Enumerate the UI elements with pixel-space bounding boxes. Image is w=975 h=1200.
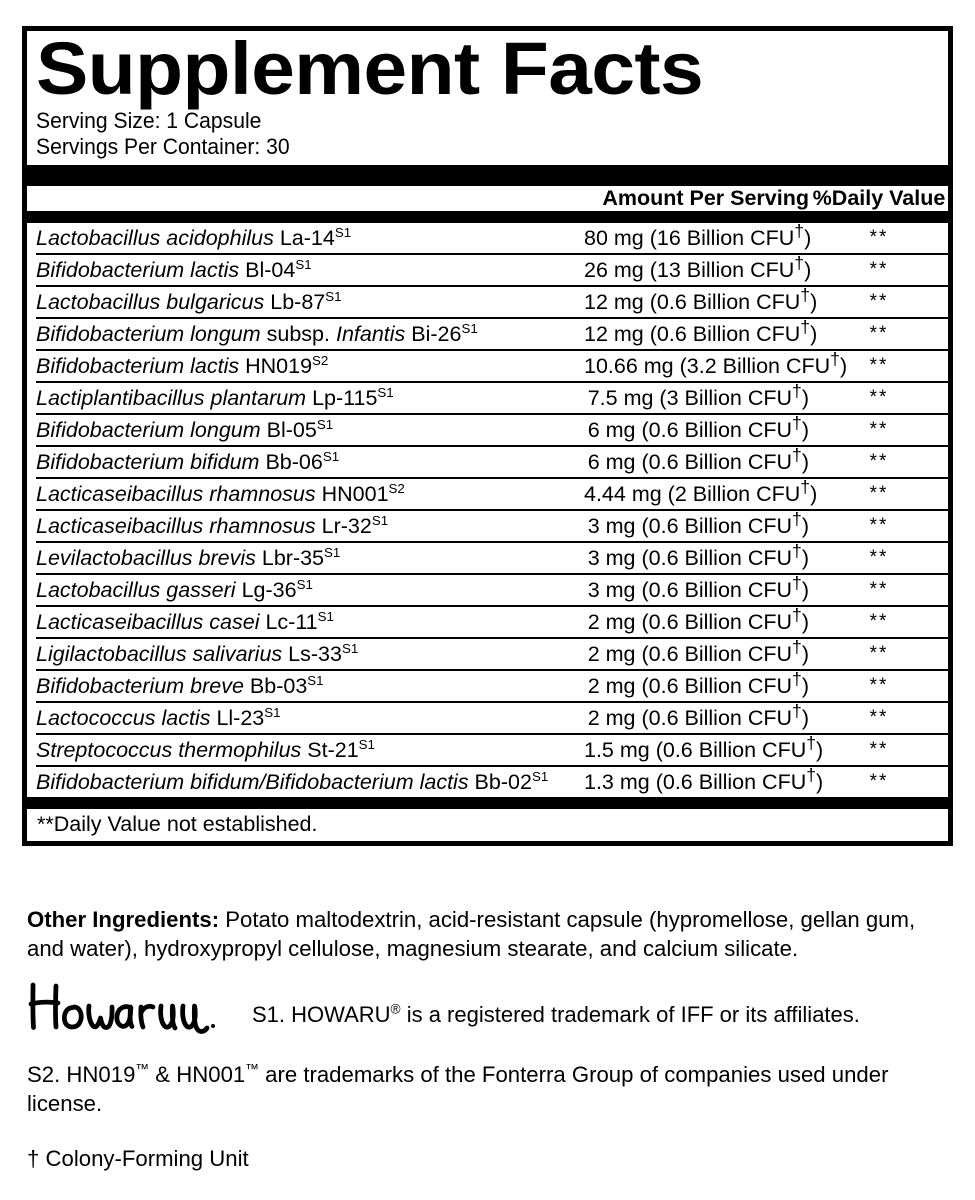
ingredient-amount: 26 mg (13 Billion CFU†) [584, 252, 812, 282]
ingredient-daily-value: ** [869, 514, 889, 536]
s2-note-part-b: & HN001 [149, 1061, 246, 1087]
ingredient-amount: 2 mg (0.6 Billion CFU†) [587, 700, 809, 730]
facts-table [36, 186, 949, 211]
s1-note-part-b: is a registered trademark of IFF or its affiliates. [400, 1002, 860, 1028]
table-row [36, 734, 949, 766]
header-blank [36, 186, 584, 211]
ingredient-name: Lacticaseibacillus rhamnosus $Lr-32^{S1}$ [36, 512, 389, 538]
ingredient-daily-value: ** [869, 322, 889, 344]
facts-table-header [36, 186, 949, 211]
ingredient-name: Bifidobacterium longum $Bl-05^{S1}$ [36, 416, 334, 442]
ingredient-daily-value: ** [869, 610, 889, 632]
ingredient-amount: 6 mg (0.6 Billion CFU†) [587, 444, 809, 474]
ingredient-daily-value: ** [869, 706, 889, 728]
ingredient-amount: 3 mg (0.6 Billion CFU†) [587, 540, 809, 570]
table-row [36, 223, 949, 254]
ingredient-daily-value: ** [869, 226, 889, 248]
ingredient-name: Lacticaseibacillus rhamnosus $HN001^{S2}$ [36, 480, 405, 506]
page-title: Supplement Facts [36, 27, 704, 110]
ingredient-name: Lactobacillus acidophilus $La-14^{S1}$ [36, 224, 352, 250]
table-row [36, 382, 949, 414]
ingredient-name: Bifidobacterium lactis $HN019^{S2}$ [36, 352, 329, 378]
ingredient-amount: 12 mg (0.6 Billion CFU†) [584, 316, 818, 346]
ingredient-daily-value: ** [869, 290, 889, 312]
ingredient-name: Lactobacillus gasseri $Lg-36^{S1}$ [36, 576, 313, 602]
table-row [36, 766, 949, 797]
table-row [36, 702, 949, 734]
table-row [36, 350, 949, 382]
table-row [36, 670, 949, 702]
supplement-facts-panel [22, 26, 953, 846]
ingredient-name: Bifidobacterium lactis $Bl-04^{S1}$ [36, 256, 312, 282]
ingredients-body [36, 220, 949, 797]
s2-note-part-c: are trademarks of the Fonterra Group of companies used under license. [27, 1061, 889, 1116]
ingredient-daily-value: ** [869, 258, 889, 280]
s1-note-part-a: S1. HOWARU [252, 1002, 391, 1028]
ingredient-amount: 80 mg (16 Billion CFU†) [584, 220, 812, 250]
ingredient-amount: 2 mg (0.6 Billion CFU†) [587, 636, 809, 666]
ingredient-name: Levilactobacillus brevis Lbr-$35^{S1}$ [36, 544, 341, 570]
ingredient-daily-value: ** [869, 578, 889, 600]
ingredient-name: Lactococcus lactis $Ll-23^{S1}$ [36, 704, 281, 730]
ingredient-amount: 3 mg (0.6 Billion CFU†) [587, 572, 809, 602]
registered-mark-icon: ® [390, 1001, 401, 1017]
ingredient-amount: 4.44 mg (2 Billion CFU†) [584, 476, 818, 506]
ingredient-daily-value: ** [869, 546, 889, 568]
ingredient-daily-value: ** [869, 738, 889, 760]
trademark-mark-icon-2: ™ [245, 1060, 259, 1076]
table-row [36, 318, 949, 350]
ingredient-daily-value: ** [869, 770, 889, 792]
ingredient-name: Bifidobacterium bifidum/Bifidobacterium lactis $Bb-02^{S1}$ [36, 768, 549, 794]
table-row [36, 286, 949, 318]
ingredient-name: Bifidobacterium bifidum $Bb-06^{S1}$ [36, 448, 340, 474]
s2-note-part-a: S2. HN019 [27, 1061, 136, 1087]
ingredient-amount: 1.5 mg (0.6 Billion CFU†) [584, 732, 824, 762]
divider-mid-bottom [27, 797, 948, 809]
ingredient-amount: 12 mg (0.6 Billion CFU†) [584, 284, 818, 314]
ingredient-amount: 2 mg (0.6 Billion CFU†) [587, 668, 809, 698]
divider-thick-top [27, 165, 948, 186]
ingredient-name: Lactobacillus bulgaricus $Lb-87^{S1}$ [36, 288, 342, 314]
s2-trademark-note [27, 1060, 938, 1119]
table-row [36, 574, 949, 606]
ingredient-name: Lacticaseibacillus casei $Lc-11^{S1}$ [36, 608, 334, 634]
divider-mid [27, 211, 948, 223]
daily-value-footnote: **Daily Value not established. [37, 812, 318, 837]
table-row [36, 542, 949, 574]
ingredient-name: Streptococcus thermophilus $St-21^{S1}$ [36, 736, 375, 762]
ingredient-daily-value: ** [869, 418, 889, 440]
cfu-footnote: † Colony-Forming Unit [27, 1146, 249, 1171]
table-row [36, 446, 949, 478]
ingredient-daily-value: ** [869, 674, 889, 696]
ingredient-amount: 7.5 mg (3 Billion CFU†) [587, 380, 809, 410]
ingredient-amount: 1.3 mg (0.6 Billion CFU†) [584, 764, 824, 794]
howaru-trademark-note [242, 1002, 860, 1037]
ingredient-daily-value: ** [869, 354, 889, 376]
other-ingredients-text: Potato maltodextrin, acid-resistant capsule (hypromellose, gellan gum, and water), hydroxypropyl cellulose, magnesium stearate, and calcium silicate. [27, 907, 916, 962]
ingredient-name: Lactiplantibacillus plantarum $Lp-115^{S1}$ [36, 384, 394, 410]
trademark-mark-icon-1: ™ [135, 1060, 150, 1076]
table-row [36, 638, 949, 670]
ingredient-daily-value: ** [869, 450, 889, 472]
ingredient-name: Ligilactobacillus salivarius $Ls-33^{S1}$ [36, 640, 359, 666]
other-ingredients-label: Other Ingredients: [27, 907, 220, 932]
ingredients-table [36, 220, 949, 797]
ingredient-name: Bifidobacterium longum subsp. Infantis $Bi-26^{S1}$ [36, 320, 478, 346]
header-amount-per-serving: Amount Per Serving [602, 186, 809, 211]
table-row [36, 606, 949, 638]
ingredient-daily-value: ** [869, 642, 889, 664]
ingredient-amount: 10.66 mg (3.2 Billion CFU†) [584, 348, 848, 378]
label-footer [27, 905, 952, 1196]
ingredient-amount: 2 mg (0.6 Billion CFU†) [587, 604, 809, 634]
ingredient-amount: 6 mg (0.6 Billion CFU†) [587, 412, 809, 442]
ingredient-amount: 3 mg (0.6 Billion CFU†) [587, 508, 809, 538]
serving-info [36, 108, 939, 159]
table-row [36, 478, 949, 510]
table-row [36, 254, 949, 286]
header-daily-value: %Daily Value [812, 186, 946, 211]
table-row [36, 414, 949, 446]
serving-size: Serving Size: 1 Capsule [36, 108, 262, 134]
table-row [36, 510, 949, 542]
howaru-logo-row [27, 976, 952, 1038]
ingredient-name: Bifidobacterium breve $Bb-03^{S1}$ [36, 672, 324, 698]
howaru-logo-icon [27, 976, 242, 1038]
servings-per-container: Servings Per Container: 30 [36, 133, 290, 159]
other-ingredients [27, 905, 938, 964]
ingredient-daily-value: ** [869, 482, 889, 504]
header-row [36, 186, 949, 211]
ingredient-daily-value: ** [869, 386, 889, 408]
